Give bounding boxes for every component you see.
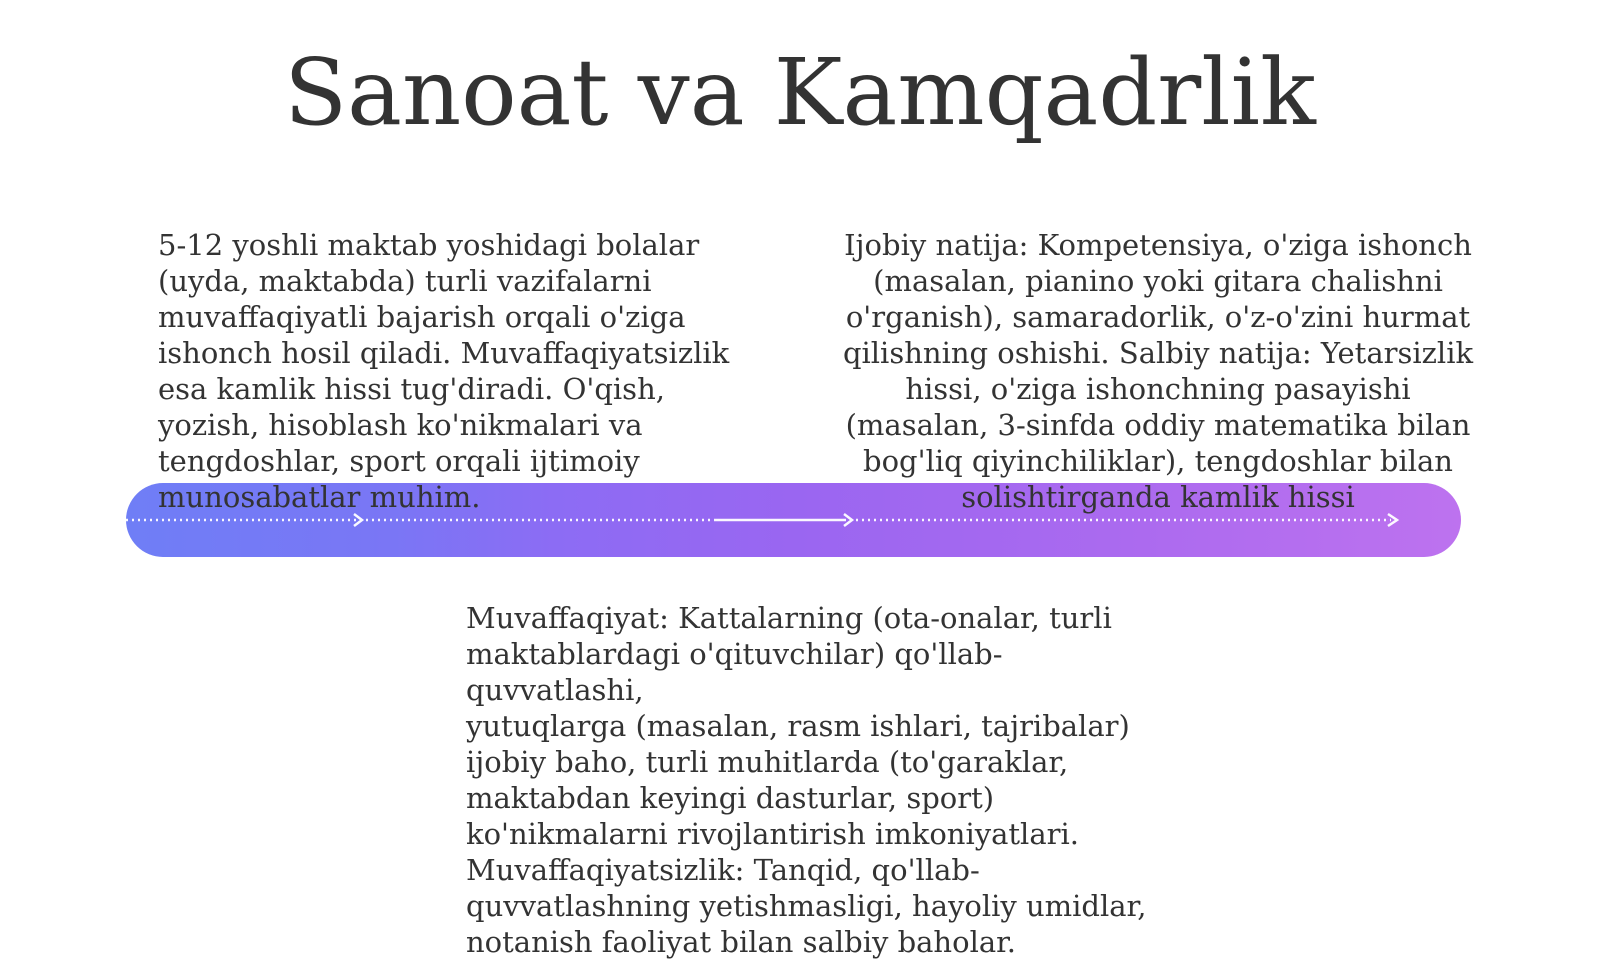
text-block-bottom: Muvaffaqiyat: Kattalarning (ota-onalar, turli maktablardagi o'qituvchilar) qo'llab-quvvatlashi, yutuqlarga (masalan, rasm ishlari, tajribalar) ijobiy baho, turli muhitlarda (to'garaklar, maktabdan keyingi dasturlar, sport) ko'nikmalarni rivojlantirish imkoniyatlari. Muvaffaqiyatsizlik: Tanqid, qo'llab- quvvatlashning yetishmasligi, hayoliy umidlar, notanish faoliyat bilan salbiy baholar. [466, 601, 1147, 959]
text-block-right: Ijobiy natija: Kompetensiya, o'ziga ishonch (masalan, pianino yoki gitara chalishni o'rganish), samaradorlik, o'z-o'zini hurmat qilishning oshishi. Salbiy natija: Yetarsizlik hissi, o'ziga ishonchning pasayishi (masalan, 3-sinfda oddiy matematika bilan bog'liq qiyinchiliklar), tengdoshlar bilan solishtirganda kamlik hissi [842, 228, 1474, 514]
text-block-left: 5-12 yoshli maktab yoshidagi bolalar (uyda, maktabda) turli vazifalarni muvaffaqiyatli bajarish orqali o'ziga ishonch hosil qiladi. Muvaffaqiyatsizlik esa kamlik hissi tug'diradi. O'qish, yozish, hisoblash ko'nikmalari va tengdoshlar, sport orqali ijtimoiy munosabatlar muhim. [158, 228, 730, 514]
slide-title: Sanoat va Kamqadrlik [284, 39, 1316, 146]
